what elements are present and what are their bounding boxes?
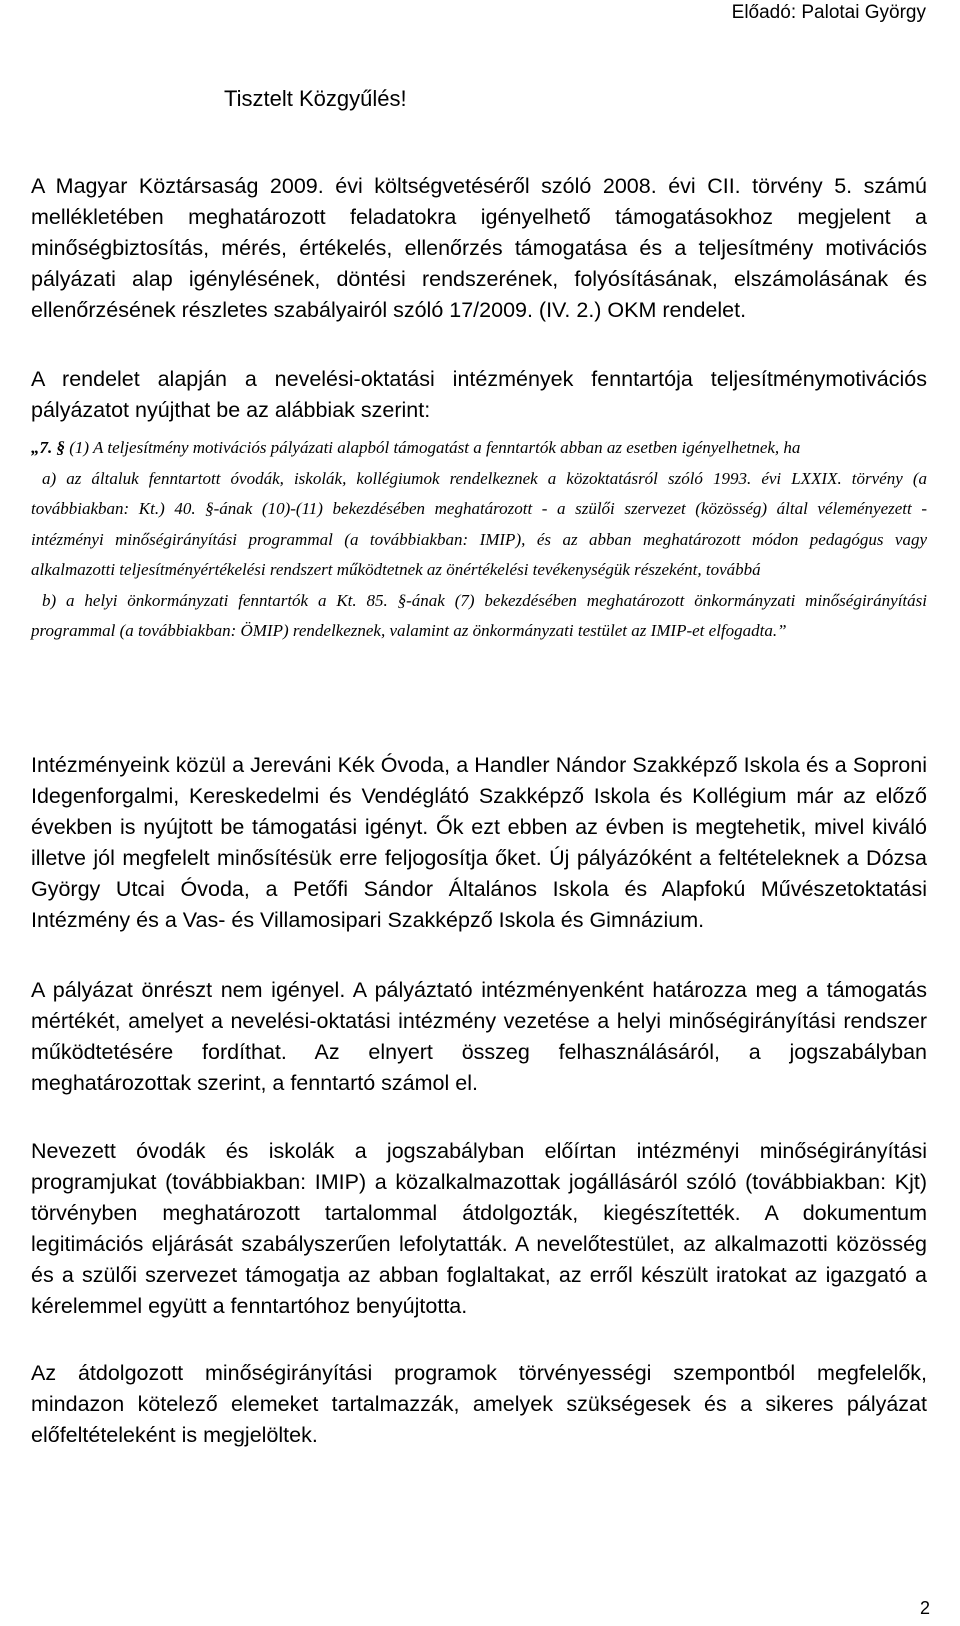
quote-intro [31, 433, 927, 464]
quote-intro-text: (1) A teljesítmény motivációs pályázati alapból támogatást a fenntartók abban az esetben igényelhetnek, ha [65, 438, 801, 457]
quote-item-a: a) az általuk fenntartott óvodák, iskolák, kollégiumok rendelkeznek a közoktatásról szóló 1993. évi LXXIX. törvény (a továbbiakban: Kt.) 40. §-ának (10)-(11) bekezdésében meghatározott - a szülői szervezet (közösség) által véleményezett - intézményi minőségirányítási programmal (a továbbiakban: IMIP), és az abban meghatározott módon pedagógus vagy alkalmazotti teljesítményértékelési rendszert működtetnek az önértékelési tevékenységük részeként, továbbá [31, 468, 927, 579]
legal-quote [31, 433, 927, 647]
funding-paragraph: A pályázat önrészt nem igényel. A pályáztató intézményenként határozza meg a támogatás mértékét, amelyet a nevelési-oktatási intézmény vezetése a helyi minőségirányítási rendszer működtetésére fordíthat. Az elnyert összeg felhasználásáról, a jogszabályban meghatározottak szerint, a fenntartó számol el. [31, 978, 927, 1095]
regulation-paragraph: A rendelet alapján a nevelési-oktatási intézmények fenntartója teljesítménymotivációs pályázatot nyújthat be az alábbiak szerint: [31, 367, 927, 422]
salutation: Tisztelt Közgyűlés! [224, 86, 407, 111]
conclusion-paragraph: Az átdolgozott minőségirányítási programok törvényességi szempontból megfelelők, mindazon kötelező elemeket tartalmazzák, amelyek szükségesek és a sikeres pályázat előfeltételeként is megjelöltek. [31, 1361, 927, 1447]
intro-paragraph: A Magyar Köztársaság 2009. évi költségvetéséről szóló 2008. évi CII. törvény 5. számú mellékletében meghatározott feladatokra igényelhető támogatásokhoz megjelent a minőségbiztosítás, mérés, értékelés, ellenőrzés támogatása és a teljesítmény motivációs pályázati alap igénylésének, döntési rendszerének, folyósításának, elszámolásának és ellenőrzésének részletes szabályairól szóló 17/2009. (IV. 2.) OKM rendelet. [31, 174, 927, 322]
page-number: 2 [919, 1598, 930, 1618]
presenter-header: Előadó: Palotai György [731, 2, 926, 23]
imip-paragraph: Nevezett óvodák és iskolák a jogszabályban előírtan intézményi minőségirányítási programjukat (továbbiakban: IMIP) a közalkalmazottak jogállásáról szóló (továbbiakban: Kjt) törvényben meghatározott tartalommal átdolgozták, kiegészítették. A dokumentum legitimációs eljárását szabályszerűen lefolytatták. A nevelőtestület, az alkalmazotti közösség és a szülői szervezet támogatja az abban foglaltakat, az erről készült iratokat az igazgató a kérelemmel együtt a fenntartóhoz benyújtotta. [31, 1139, 927, 1318]
quote-lead: „7. § [31, 438, 65, 457]
quote-item-b: b) a helyi önkormányzati fenntartók a Kt. 85. §-ának (7) bekezdésében meghatározott önkormányzati minőségirányítási programmal (a továbbiakban: ÖMIP) rendelkeznek, valamint az önkormányzati testület az IMIP-et elfogadta.” [31, 590, 927, 640]
institutions-paragraph: Intézményeink közül a Jereváni Kék Óvoda, a Handler Nándor Szakképző Iskola és a Soproni Idegenforgalmi, Kereskedelmi és Vendéglátó Szakképző Iskola és Kollégium már az előző években is nyújtott be támogatási igényt. Ők ezt ebben az évben is megtehetik, mivel kiváló illetve jól megfelelt minősítésük erre feljogosítja őket. Új pályázóként a feltételeknek a Dózsa György Utcai Óvoda, a Petőfi Sándor Általános Iskola és Alapfokú Művészetoktatási Intézmény és a Vas- és Villamosipari Szakképző Iskola és Gimnázium. [31, 753, 927, 932]
